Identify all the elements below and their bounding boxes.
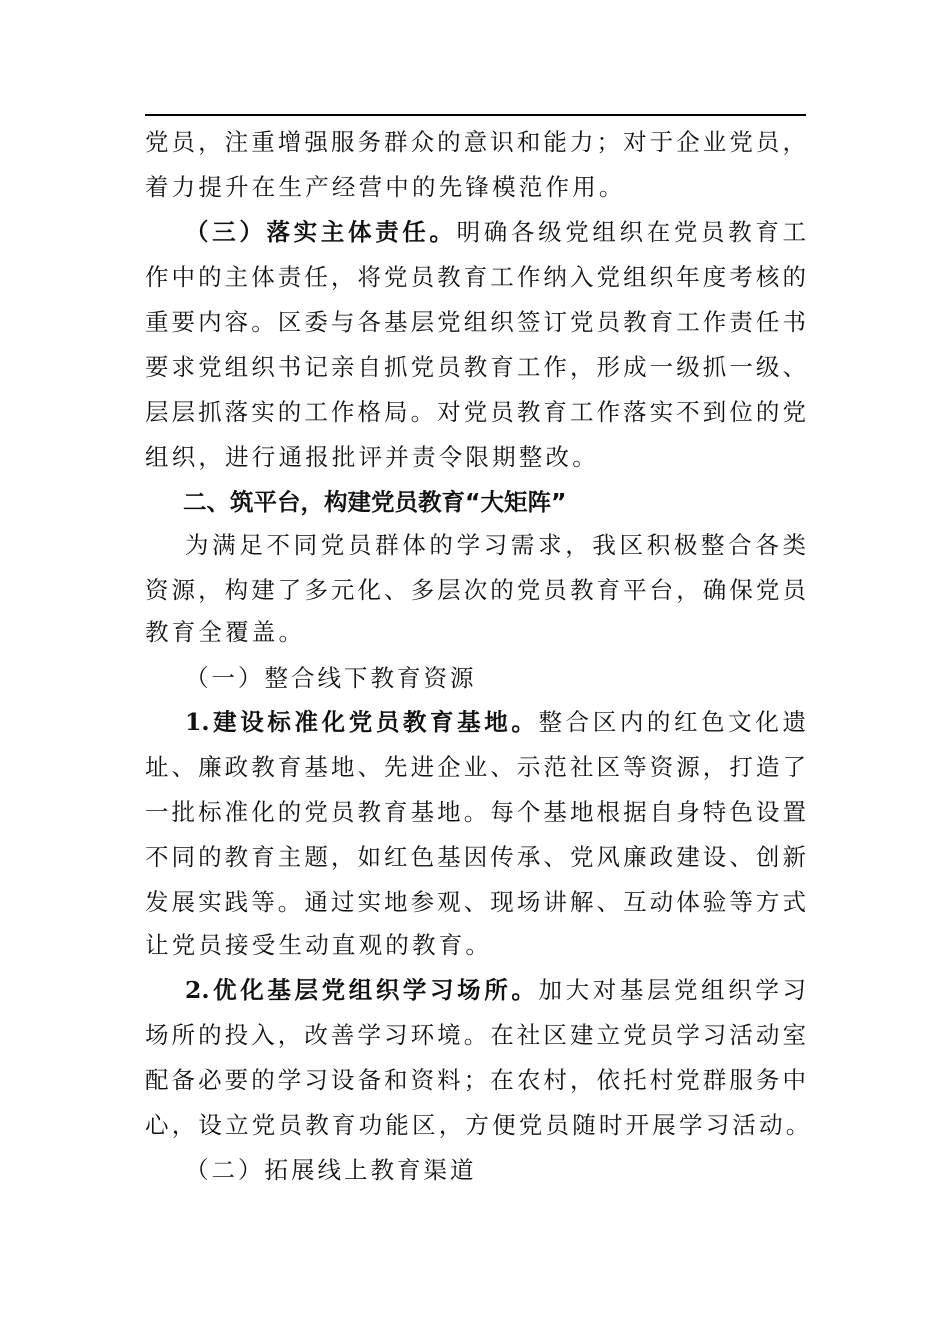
section-heading: 二、筑平台，构建党员教育“大矩阵” [183, 488, 567, 516]
bold-lead: 1.建设标准化党员教育基地。 [185, 708, 539, 736]
subsection-heading: （一）整合线下教育资源 [185, 664, 477, 692]
text-line: 一批标准化的党员教育基地。每个基地根据自身特色设置 [145, 798, 806, 826]
text-line: 着力提升在生产经营中的先锋模范作用。 [145, 173, 626, 201]
text-line: 配备必要的学习设备和资料；在农村，依托村党群服务中 [145, 1066, 806, 1094]
text-line: 作中的主体责任，将党员教育工作纳入党组织年度考核的 [145, 263, 806, 291]
section-paragraph-start: （三）落实主体责任。明确各级党组织在党员教育工 [185, 218, 807, 246]
paragraph-start: 为满足不同党员群体的学习需求，我区积极整合各类 [185, 531, 806, 559]
text-line: 要求党组织书记亲自抓党员教育工作，形成一级抓一级、 [145, 353, 806, 381]
text-line: 资源，构建了多元化、多层次的党员教育平台，确保党员 [145, 576, 806, 604]
text-line: 组织，进行通报批评并责令限期整改。 [145, 443, 599, 471]
item-paragraph-start: 1.建设标准化党员教育基地。整合区内的红色文化遗 [185, 708, 806, 736]
header-rule [145, 114, 806, 116]
text-line: 场所的投入，改善学习环境。在社区建立党员学习活动室 [145, 1021, 806, 1049]
subsection-heading: （二）拓展线上教育渠道 [185, 1156, 477, 1184]
text-line: 教育全覆盖。 [145, 618, 306, 646]
text-line: 让党员接受生动直观的教育。 [145, 931, 493, 959]
bold-lead: 2.优化基层党组织学习场所。 [185, 976, 539, 1004]
text-line: 发展实践等。通过实地参观、现场讲解、互动体验等方式 [145, 888, 806, 916]
text-line: 重要内容。区委与各基层党组织签订党员教育工作责任书 [145, 308, 806, 336]
bold-lead: （三）落实主体责任。 [185, 218, 457, 246]
text-line: 址、廉政教育基地、先进企业、示范社区等资源，打造了 [145, 753, 806, 781]
text-line: 党员，注重增强服务群众的意识和能力；对于企业党员， [145, 128, 806, 156]
text-line: 层层抓落实的工作格局。对党员教育工作落实不到位的党 [145, 398, 806, 426]
text-line: 心，设立党员教育功能区，方便党员随时开展学习活动。 [145, 1111, 813, 1139]
text-line: 不同的教育主题，如红色基因传承、党风廉政建设、创新 [145, 843, 806, 871]
item-paragraph-start: 2.优化基层党组织学习场所。加大对基层党组织学习 [185, 976, 806, 1004]
